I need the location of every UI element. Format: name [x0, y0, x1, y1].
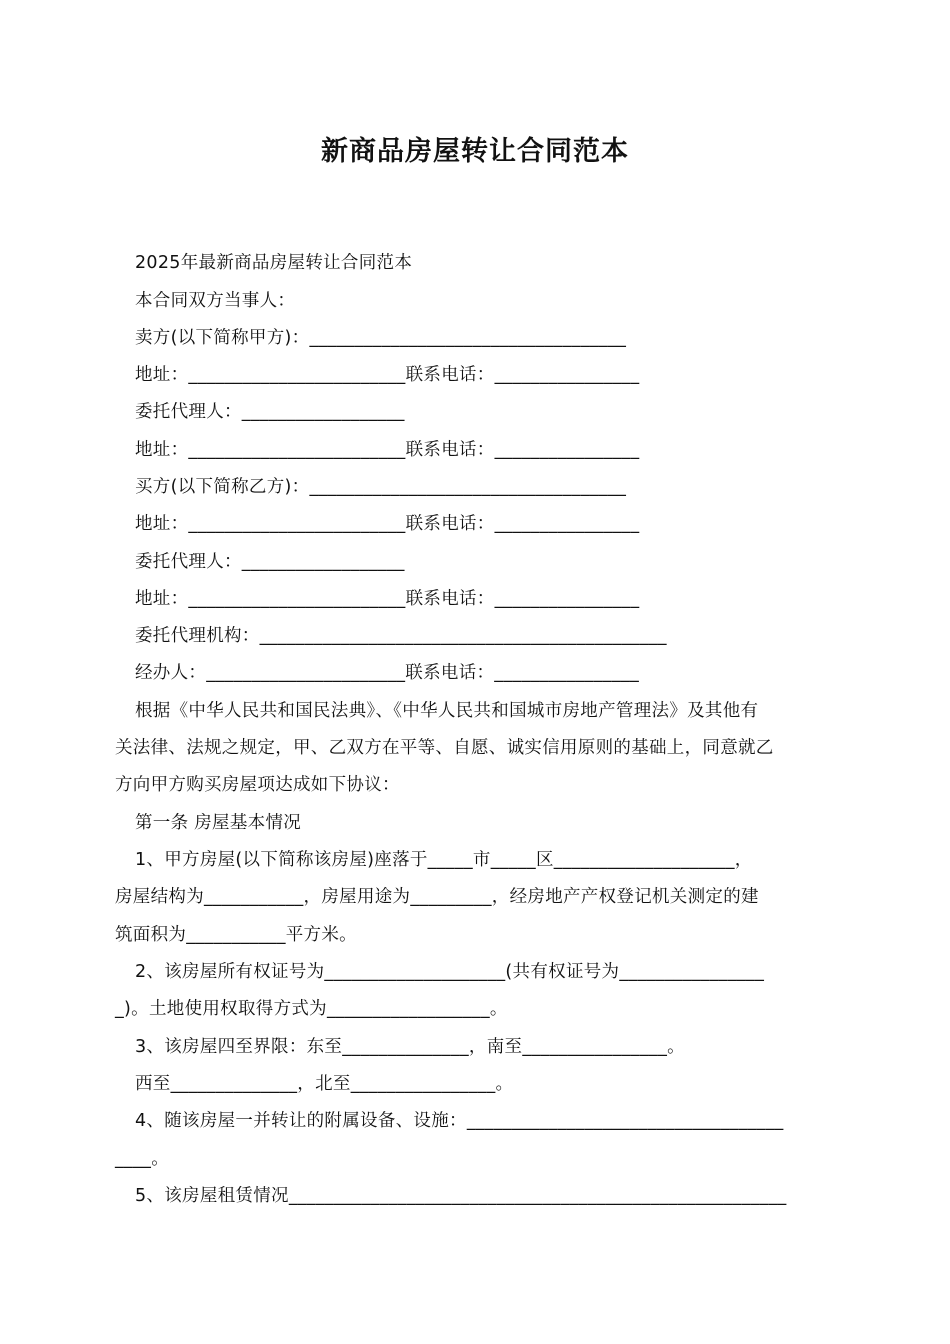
clause-3-line1: 3、该房屋四至界限：东至______________，南至________________。: [135, 1037, 685, 1057]
clause-4-line1: 4、随该房屋一并转让的附属设备、设施：___________________________________: [135, 1111, 784, 1131]
clause-5-line1: 5、该房屋租赁情况_______________________________________________________: [135, 1186, 787, 1206]
clause-2-line2: _)。土地使用权取得方式为__________________。: [115, 999, 508, 1019]
field-buyer-agent-address-phone: 地址：________________________联系电话：________________: [135, 589, 640, 609]
paragraph-basis-line3: 方向甲方购买房屋项达成如下协议：: [115, 775, 400, 795]
paragraph-basis-line2: 关法律、法规之规定，甲、乙双方在平等、自愿、诚实信用原则的基础上，同意就乙: [115, 738, 774, 758]
field-seller-address-phone: 地址：________________________联系电话：________________: [135, 365, 640, 385]
field-agency: 委托代理机构：_____________________________________________: [135, 626, 667, 646]
clause-3-line2: 西至______________，北至________________。: [135, 1074, 514, 1094]
paragraph-subtitle: 2025年最新商品房屋转让合同范本: [135, 253, 413, 273]
field-buyer: 买方(以下简称乙方)：___________________________________: [135, 477, 627, 497]
clause-4-line2: ____。: [115, 1149, 169, 1169]
field-seller-agent-address-phone: 地址：________________________联系电话：________________: [135, 440, 640, 460]
paragraph-parties-intro: 本合同双方当事人：: [135, 291, 296, 311]
clause-1-line3: 筑面积为___________平方米。: [115, 925, 357, 945]
field-seller-agent: 委托代理人：__________________: [135, 402, 405, 422]
paragraph-basis-line1: 根据《中华人民共和国民法典》、《中华人民共和国城市房地产管理法》及其他有: [135, 701, 759, 721]
clause-2-line1: 2、该房屋所有权证号为____________________(共有权证号为________________: [135, 962, 765, 982]
field-handler-phone: 经办人：______________________联系电话：________________: [135, 663, 640, 683]
field-buyer-agent: 委托代理人：__________________: [135, 552, 405, 572]
article-1-heading: 第一条 房屋基本情况: [135, 813, 302, 833]
clause-1-line1: 1、甲方房屋(以下简称该房屋)座落于_____市_____区____________________，: [135, 850, 753, 870]
clause-1-line2: 房屋结构为___________，房屋用途为_________，经房地产产权登记机关测定的建: [115, 887, 759, 907]
document-title: 新商品房屋转让合同范本: [321, 136, 629, 167]
field-seller: 卖方(以下简称甲方)：___________________________________: [135, 328, 627, 348]
field-buyer-address-phone: 地址：________________________联系电话：________________: [135, 514, 640, 534]
